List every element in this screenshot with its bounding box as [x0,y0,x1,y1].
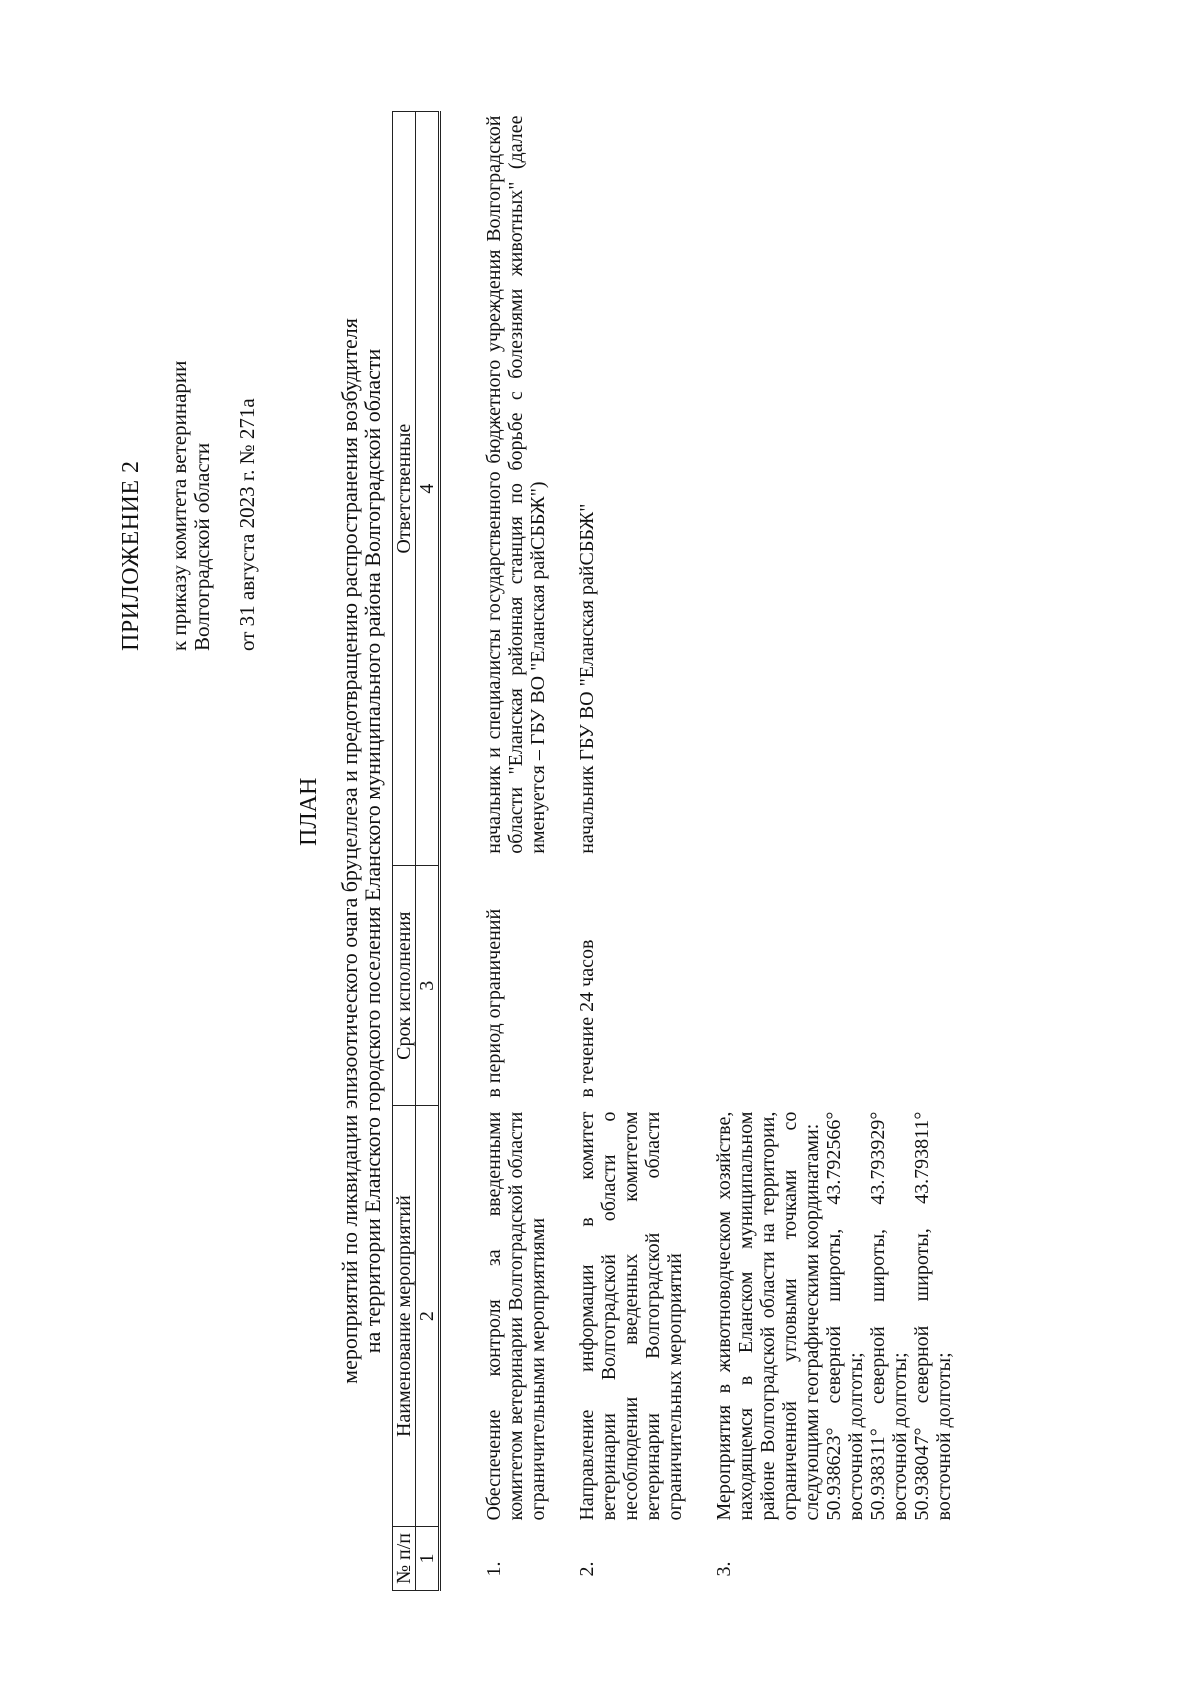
row-number: 1. [483,1561,505,1577]
row-action [687,1106,956,1527]
coordinate-latitude-word: северной [823,1325,845,1404]
coordinate-longitude: 43.793929° [867,1111,889,1205]
row-action: Обеспечение контроля за введенными комитетом ветеринарии Волгоградской области ограничительными мероприятиями [483,1111,549,1521]
row-term: в период ограничений [483,908,505,1098]
table-row [550,112,687,1591]
row-term: в течение 24 часов [576,939,598,1098]
coordinate-latitude: 50.938623° [823,1427,845,1521]
coordinate-latitude-suffix: широты, [911,1228,933,1302]
column-number-4: 4 [416,112,440,866]
coordinate-latitude-suffix: широты, [867,1228,889,1303]
coordinate-entry [911,1112,955,1521]
order-reference-line1: к приказу комитета ветеринарии [167,360,191,651]
header-responsible: Ответственные [393,112,416,866]
coordinate-entry [867,1112,911,1521]
coordinate-latitude-word: северной [911,1325,933,1404]
plan-subtitle [338,156,384,1546]
coordinate-longitude: 43.793811° [911,1111,933,1204]
header-term: Срок исполнения [393,866,416,1106]
plan-heading: ПЛАН [296,777,322,846]
coordinate-entry [823,1112,867,1521]
coordinate-longitude-suffix: восточной долготы; [933,1352,955,1521]
table-row [687,112,956,1591]
header-number: № п/п [393,1527,416,1591]
column-number-2: 2 [416,1106,440,1527]
row-action-text: Мероприятия в животноводческом хозяйстве, находящемся в Еланском муниципальном районе Волгоградской области на территории, ограниченной угловыми точками со следующими географическими координатами: [713,1111,823,1521]
row-number: 3. [713,1561,735,1577]
row-term [687,866,956,1106]
plan-subtitle-line2: на территории Еланского городского поселения Еланского муниципального района Волгоградской области [360,348,385,1354]
row-responsible: начальник и специалисты государственного бюджетного учреждения Волгоградской области "Еланская районная станция по борьбе с болезнями животных" (далее именуется – ГБУ ВО "Еланская райСББЖ") [483,115,549,854]
coordinate-latitude: 50.938047° [911,1427,933,1521]
header-action: Наименование мероприятий [393,1106,416,1527]
row-action: Направление информации в комитет ветеринарии Волгоградской области о несоблюдении введенных комитетом ветеринарии Волгоградской области ограничительных мероприятий [576,1111,686,1521]
column-number-1: 1 [416,1527,440,1591]
coordinate-longitude: 43.792566° [823,1111,845,1205]
plan-table [392,111,956,1591]
coordinate-longitude-suffix: восточной долготы; [845,1352,867,1521]
coordinate-latitude: 50.938311° [867,1428,889,1521]
coordinate-latitude-word: северной [867,1326,889,1404]
table-header-row [393,112,416,1591]
coordinate-longitude-suffix: восточной долготы; [889,1352,911,1521]
order-date: от 31 августа 2023 г. № 271а [235,398,259,651]
coordinate-latitude-suffix: широты, [823,1228,845,1302]
plan-subtitle-line1: мероприятий по ликвидации эпизоотического очага бруцеллеза и предотвращению распространения возбудителя [337,318,362,1384]
column-number-3: 3 [416,866,440,1106]
appendix-title: ПРИЛОЖЕНИЕ 2 [118,460,144,651]
row-responsible [687,112,956,866]
table-column-numbers-row [416,112,440,1591]
row-responsible: начальник ГБУ ВО "Еланская райСББЖ" [576,503,598,854]
row-number: 2. [576,1561,598,1577]
order-reference-line2: Волгоградской области [190,442,214,651]
table-row [440,112,551,1591]
